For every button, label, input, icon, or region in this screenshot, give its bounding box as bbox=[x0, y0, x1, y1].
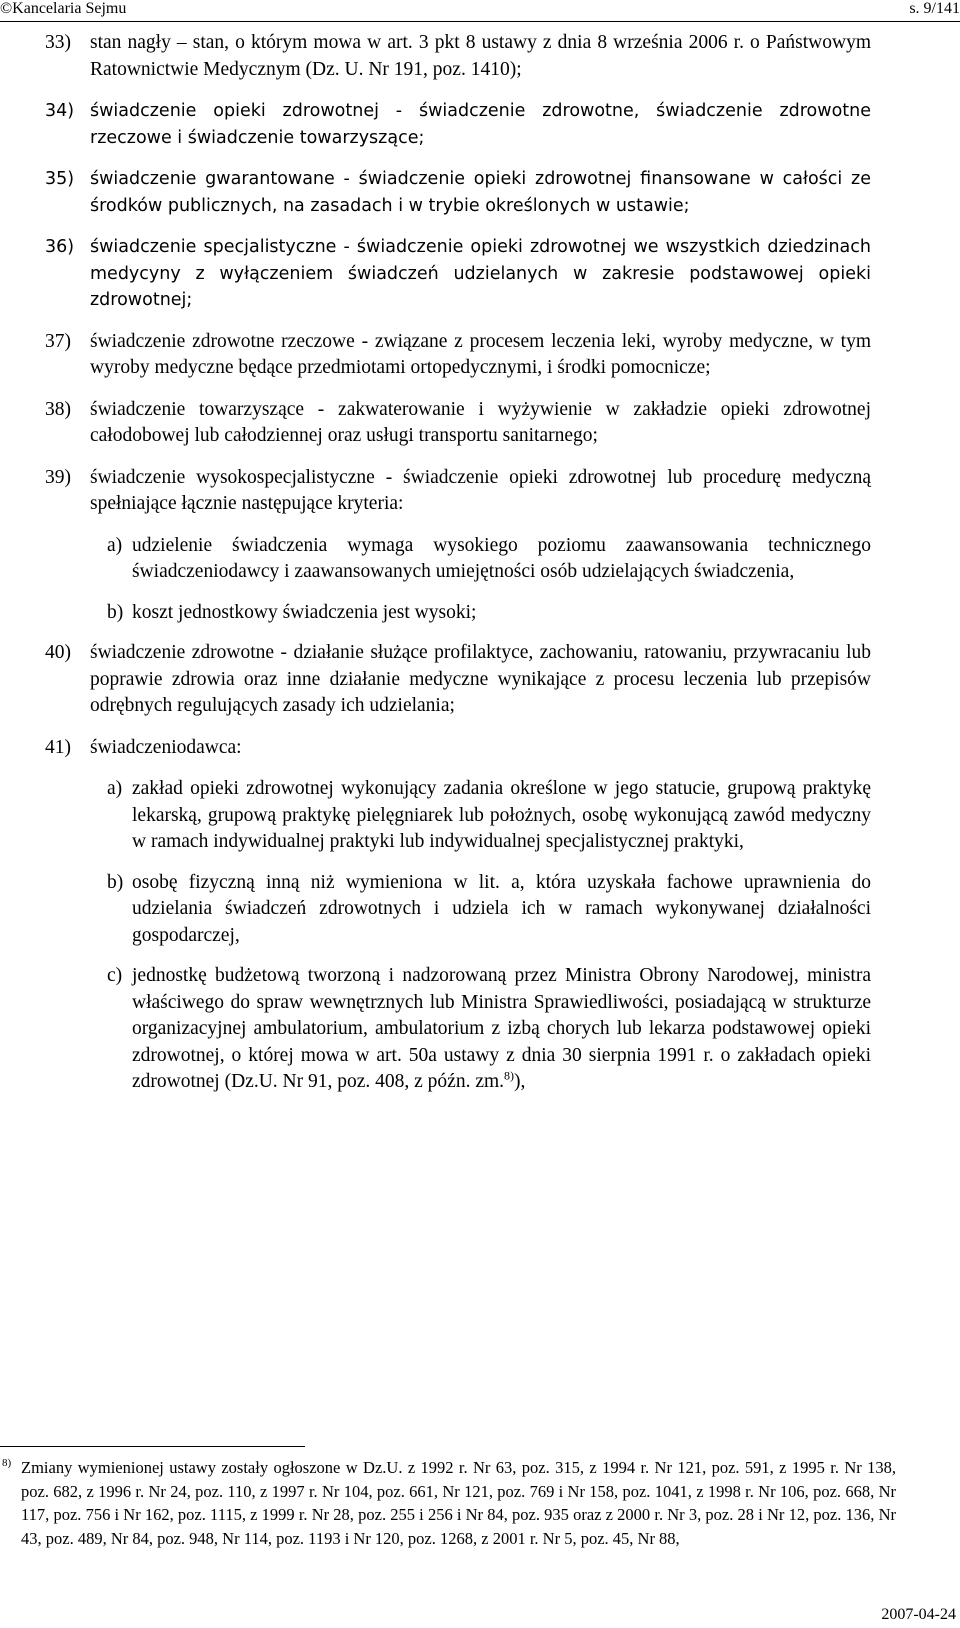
sub-item bbox=[45, 776, 871, 856]
item-text: osobę fizyczną inną niż wymieniona w lit. a, która uzyskała fachowe uprawnienia do udzielania świadczeń zdrowotnych i udziela ich w ramach wykonywanej działalności gospodarczej, bbox=[132, 871, 871, 946]
sub-item bbox=[45, 870, 871, 950]
footnote-reference[interactable]: 8) bbox=[504, 1068, 515, 1083]
list-item bbox=[45, 397, 871, 450]
footnote bbox=[0, 1456, 896, 1550]
item-number: 33) bbox=[45, 32, 71, 53]
sub-item bbox=[45, 533, 871, 586]
footnote-mark: 8) bbox=[2, 1457, 12, 1469]
item-number: 37) bbox=[45, 330, 71, 352]
item-text: koszt jednostkowy świadczenia jest wysoki; bbox=[132, 601, 477, 623]
item-number: 39) bbox=[45, 466, 71, 488]
sub-item bbox=[45, 963, 871, 1096]
item-letter: c) bbox=[107, 965, 123, 986]
item-number: 40) bbox=[45, 642, 71, 663]
item-text: zakład opieki zdrowotnej wykonujący zadania określone w jego statucie, grupową praktykę lekarską, grupową praktykę pielęgniarek lub położnych, osobę wykonującą zawód medyczny w ramach indywidualnej praktyki lub indywidualnej specjalistycznej praktyki, bbox=[132, 778, 871, 852]
document-body bbox=[45, 30, 871, 1110]
item-text: świadczenie towarzyszące - zakwaterowanie i wyżywienie w zakładzie opieki zdrowotnej całodobowej lub całodziennej oraz usługi transportu sanitarnego; bbox=[90, 398, 871, 446]
page-header bbox=[0, 0, 960, 24]
footnote-text: Zmiany wymienionej ustawy zostały ogłoszone w Dz.U. z 1992 r. Nr 63, poz. 315, z 1994 r. Nr 121, poz. 591, z 1995 r. Nr 138, poz. 682, z 1996 r. Nr 24, poz. 110, z 1997 r. Nr 104, poz. 661, Nr 121, poz. 769 i Nr 158, poz. 1041, z 1998 r. Nr 106, poz. 668, Nr 117, poz. 756 i Nr 162, poz. 1115, z 1999 r. Nr 28, poz. 255 i 256 i Nr 84, poz. 935 oraz z 2000 r. Nr 3, poz. 28 i Nr 12, poz. 136, Nr 43, poz. 489, Nr 84, poz. 948, Nr 114, poz. 1193 i Nr 120, poz. 1268, z 2001 r. Nr 5, poz. 45, Nr 88, bbox=[21, 1458, 896, 1548]
list-item bbox=[45, 465, 871, 518]
item-letter: b) bbox=[107, 601, 124, 623]
item-letter: b) bbox=[107, 871, 124, 893]
list-item bbox=[45, 234, 871, 314]
list-item bbox=[45, 30, 871, 83]
list-item bbox=[45, 166, 871, 219]
item-text-tail: ), bbox=[514, 1071, 526, 1092]
item-text: świadczenie zdrowotne rzeczowe - związane z procesem leczenia leki, wyroby medyczne, w tym wyroby medyczne będące przedmiotami ortopedycznymi, i środki pomocnicze; bbox=[90, 330, 871, 378]
page-number: s. 9/141 bbox=[909, 0, 960, 17]
footnote-rule bbox=[0, 1446, 305, 1447]
item-text: stan nagły – stan, o którym mowa w art. 3 pkt 8 ustawy z dnia 8 września 2006 r. o Państwowym Ratownictwie Medycznym (Dz. U. Nr 191, poz. 1410); bbox=[90, 32, 871, 80]
item-text: świadczenie specjalistyczne - świadczenie opieki zdrowotnej we wszystkich dziedzinach medycyny z wyłączeniem świadczeń udzielanych w zakresie podstawowej opieki zdrowotnej; bbox=[90, 237, 871, 310]
item-text: świadczenie zdrowotne - działanie służące profilaktyce, zachowaniu, ratowaniu, przywracaniu lub poprawie zdrowia oraz inne działanie medyczne wynikające z procesu leczenia lub przepisów odrębnych regulujących zasady ich udzielania; bbox=[90, 642, 871, 716]
item-text: świadczeniodawca: bbox=[90, 736, 242, 758]
item-number: 34) bbox=[45, 101, 75, 121]
header-rule bbox=[0, 21, 960, 22]
item-text: jednostkę budżetową tworzoną i nadzorowaną przez Ministra Obrony Narodowej, ministra właściwego do spraw wewnętrznych lub Ministra Sprawiedliwości, posiadającą w strukturze organizacyjnej ambulatorium, ambulatorium z izbą chorych lub lekarza podstawowej opieki zdrowotnej, o której mowa w art. 50a ustawy z dnia 30 sierpnia 1991 r. o zakładach opieki zdrowotnej (Dz.U. Nr 91, poz. 408, z późn. zm. bbox=[132, 965, 871, 1092]
footer-date: 2007-04-24 bbox=[881, 1606, 956, 1623]
item-number: 36) bbox=[45, 237, 75, 257]
list-item bbox=[45, 329, 871, 382]
item-letter: a) bbox=[107, 778, 123, 799]
sub-item bbox=[45, 600, 871, 627]
item-text: udzielenie świadczenia wymaga wysokiego poziomu zaawansowania technicznego świadczeniodawcy i zaawansowanych umiejętności osób udzielających świadczenia, bbox=[132, 534, 871, 582]
item-text: świadczenie gwarantowane - świadczenie opieki zdrowotnej finansowane w całości ze środków publicznych, na zasadach i w trybie określonych w ustawie; bbox=[90, 169, 871, 216]
list-item bbox=[45, 98, 871, 151]
item-text: świadczenie opieki zdrowotnej - świadczenie zdrowotne, świadczenie zdrowotne rzeczowe i świadczenie towarzyszące; bbox=[90, 101, 871, 148]
item-letter: a) bbox=[107, 534, 123, 556]
copyright-label: ©Kancelaria Sejmu bbox=[0, 0, 127, 17]
item-number: 35) bbox=[45, 169, 75, 189]
item-text: świadczenie wysokospecjalistyczne - świadczenie opieki zdrowotnej lub procedurę medyczną spełniające łącznie następujące kryteria: bbox=[90, 466, 871, 514]
item-number: 41) bbox=[45, 736, 71, 758]
list-item bbox=[45, 640, 871, 720]
list-item bbox=[45, 735, 871, 762]
item-number: 38) bbox=[45, 398, 71, 420]
